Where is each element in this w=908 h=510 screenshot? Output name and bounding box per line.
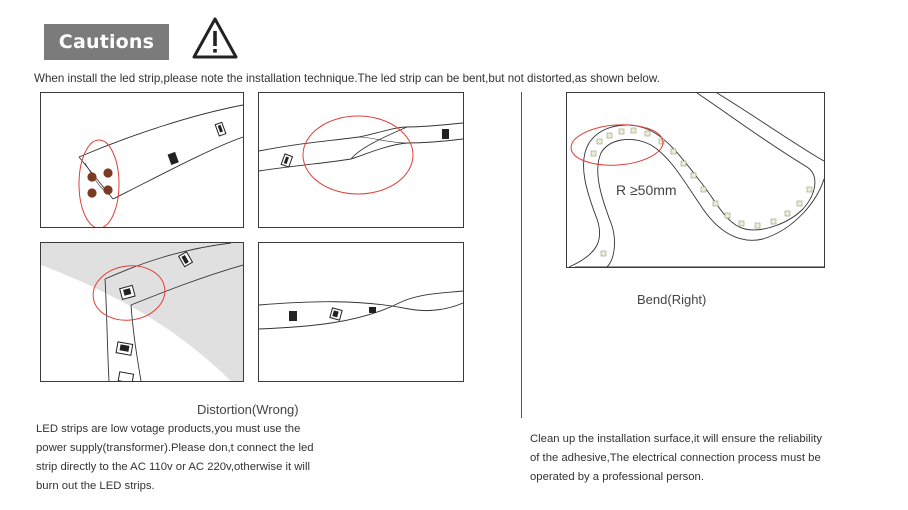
- cautions-title: Cautions: [44, 24, 169, 60]
- warning-triangle-icon: [190, 15, 240, 61]
- bend-caption: Bend(Right): [637, 292, 707, 307]
- distortion-caption: Distortion(Wrong): [197, 402, 299, 417]
- column-divider: [521, 92, 522, 418]
- bend-panel: [566, 92, 825, 268]
- distortion-panel-1: [40, 92, 244, 228]
- distortion-paragraph: LED strips are low votage products,you must use the power supply(transformer).Please don,t connect the led strip directly to the AC 110v or AC 220v,otherwise it will burn out the LED strips.: [36, 423, 314, 492]
- distortion-panel-3: [40, 242, 244, 382]
- intro-text: When install the led strip,please note the installation technique.The led strip can be bent,but not distorted,as shown below.: [34, 72, 660, 85]
- distortion-panel-2: [258, 92, 464, 228]
- radius-label: R ≥50mm: [616, 182, 677, 198]
- bend-paragraph: Clean up the installation surface,it will ensure the reliability of the adhesive,The electrical connection process must be operated by a professional person.: [530, 433, 822, 483]
- distortion-panel-4: [258, 242, 464, 382]
